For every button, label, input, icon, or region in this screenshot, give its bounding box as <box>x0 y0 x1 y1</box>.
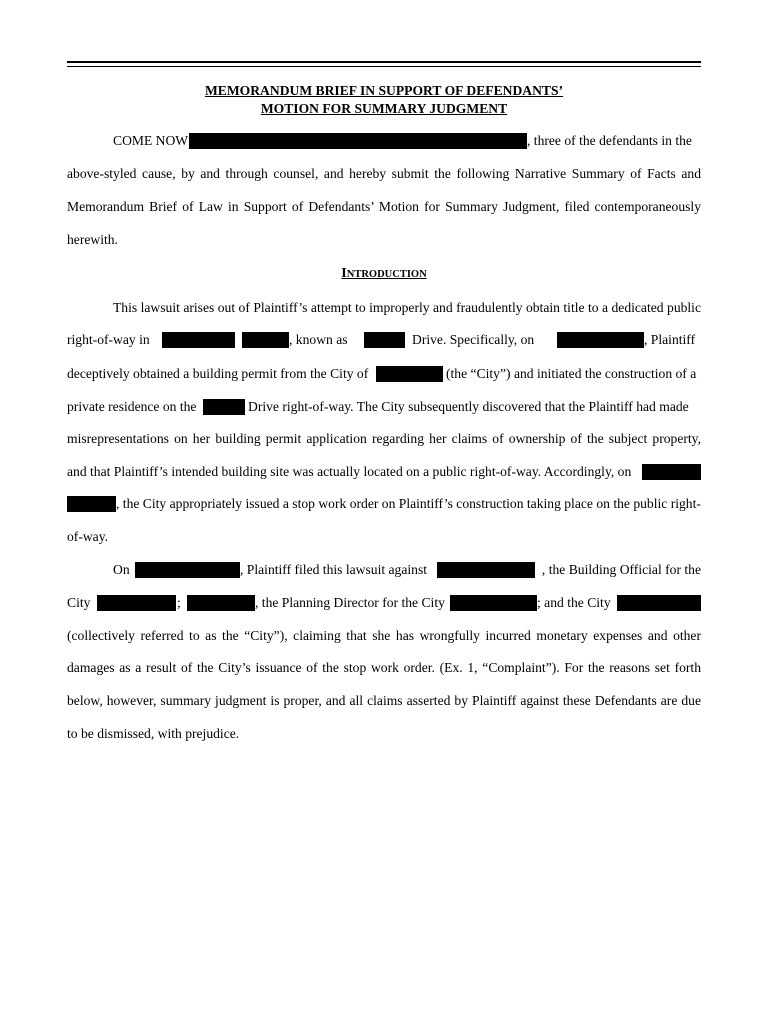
document-title-line-2: MOTION FOR SUMMARY JUDGMENT <box>260 101 508 116</box>
redaction-bar <box>135 562 240 578</box>
redaction-bar <box>97 595 176 611</box>
para2-line-2c: , the Planning Director for the City <box>255 595 445 610</box>
redaction-bar <box>450 595 537 611</box>
para2-line-2a: City <box>67 595 91 610</box>
para1-line-4b: Drive right-of-way. The City subsequently discovered that the Plaintiff had made <box>248 399 689 414</box>
para1-line-5: misrepresentations on her building permit application regarding her claims of ownership of the subject property, <box>67 431 701 446</box>
redaction-bar <box>376 366 443 382</box>
header-rule-bottom <box>67 66 701 67</box>
redaction-bar <box>242 332 289 348</box>
intro-come-now: COME NOW <box>113 133 189 148</box>
para2-line-2d: ; and the City <box>537 595 611 610</box>
para1-line-2a: right-of-way in <box>67 332 150 347</box>
intro-line-4: herewith. <box>67 232 118 247</box>
redaction-bar <box>162 332 235 348</box>
para1-line-6: and that Plaintiff’s intended building site was actually located on a public right-of-way. Accordingly, on <box>67 464 632 479</box>
intro-line-3: Memorandum Brief of Law in Support of Defendants’ Motion for Summary Judgment, filed contemporaneously <box>67 199 701 214</box>
intro-line-2: above-styled cause, by and through counsel, and hereby submit the following Narrative Summary of Facts and <box>67 166 701 181</box>
redaction-bar <box>189 133 527 149</box>
para2-line-6: to be dismissed, with prejudice. <box>67 726 240 741</box>
para1-line-2c: Drive. Specifically, on <box>412 332 535 347</box>
redaction-bar <box>437 562 535 578</box>
para1-line-8: of-way. <box>67 529 109 544</box>
para2-line-5: below, however, summary judgment is proper, and all claims asserted by Plaintiff against these Defendants are due <box>67 693 701 708</box>
para1-line-3a: deceptively obtained a building permit from the City of <box>67 366 369 381</box>
para1-line-2b: , known as <box>289 332 348 347</box>
para1-line-3b: (the “City”) and initiated the construction of a <box>446 366 697 381</box>
para1-line-4a: private residence on the <box>67 399 197 414</box>
para2-line-4: damages as a result of the City’s issuance of the stop work order. (Ex. 1, “Complaint”). For the reasons set forth <box>67 660 701 675</box>
para1-line-7: , the City appropriately issued a stop work order on Plaintiff’s construction taking place on the public right- <box>116 496 701 511</box>
section-heading-introduction: INTRODUCTION <box>341 266 427 281</box>
header-rule-top <box>67 61 701 63</box>
redaction-bar <box>642 464 701 480</box>
document-title-line-1: MEMORANDUM BRIEF IN SUPPORT OF DEFENDANTS’ <box>204 83 564 98</box>
para2-line-3: (collectively referred to as the “City”), claiming that she has wrongfully incurred monetary expenses and other <box>67 628 701 643</box>
para1-line-2d: , Plaintiff <box>644 332 696 347</box>
para1-line-1: This lawsuit arises out of Plaintiff’s attempt to improperly and fraudulently obtain title to a dedicated public <box>113 300 701 315</box>
para2-line-2b: ; <box>177 595 181 610</box>
redaction-bar <box>203 399 245 415</box>
para2-line-1b: , Plaintiff filed this lawsuit against <box>240 562 428 577</box>
redaction-bar <box>617 595 701 611</box>
redaction-bar <box>67 496 116 512</box>
intro-line-1-end: , three of the defendants in the <box>527 133 692 148</box>
para2-line-1a: On <box>113 562 130 577</box>
redaction-bar <box>557 332 644 348</box>
redaction-bar <box>187 595 255 611</box>
redaction-bar <box>364 332 405 348</box>
para2-line-1c: , the Building Official for the <box>541 562 701 577</box>
